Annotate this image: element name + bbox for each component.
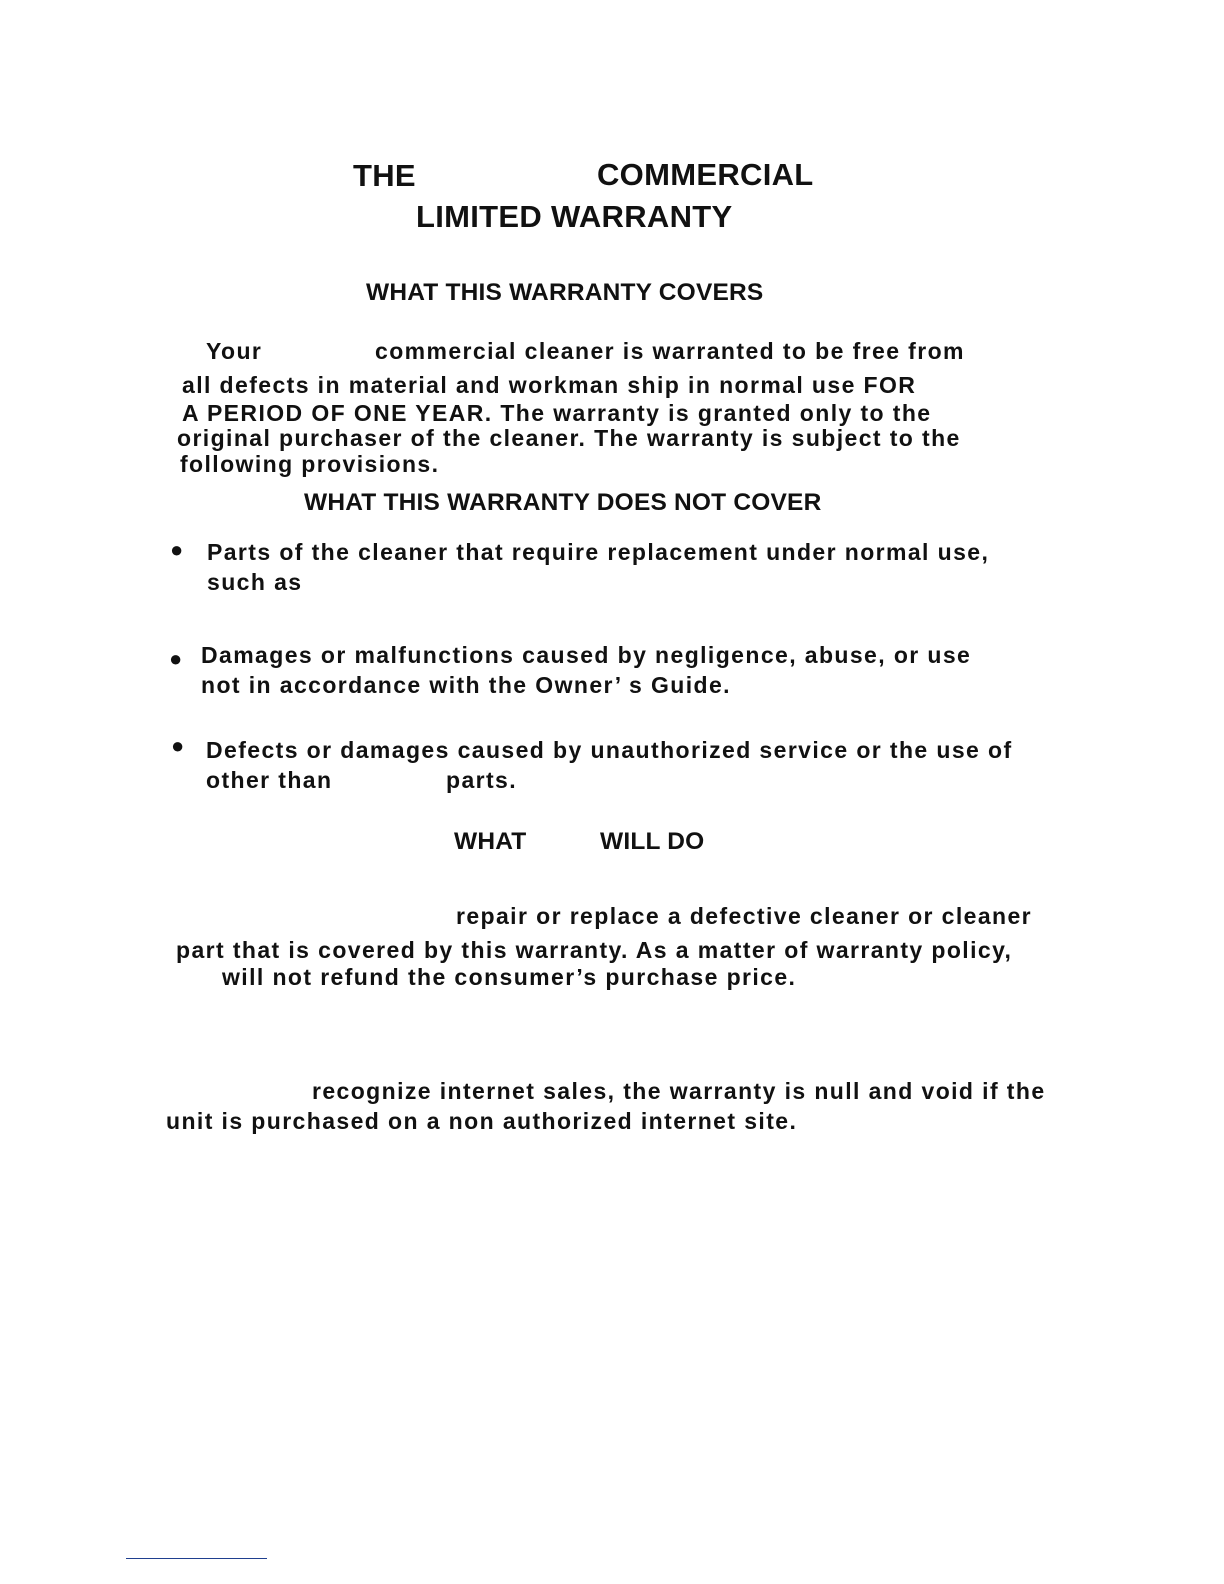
title-line2: LIMITED WARRANTY bbox=[416, 199, 733, 234]
will-do-heading-left: WHAT bbox=[454, 828, 527, 855]
will-do-heading-right: WILL DO bbox=[600, 828, 705, 855]
bullet-icon: ● bbox=[170, 537, 184, 562]
will-do-line: will not refund the consumer’s purchase price. bbox=[222, 964, 797, 990]
bullet-icon: ● bbox=[171, 733, 185, 758]
list-item-text: not in accordance with the Owner’ s Guide. bbox=[201, 672, 731, 698]
covers-line: original purchaser of the cleaner. The warranty is subject to the bbox=[177, 425, 961, 451]
list-item-text: Damages or malfunctions caused by negligence, abuse, or use bbox=[201, 642, 972, 668]
list-item-text: Defects or damages caused by unauthorized service or the use of bbox=[206, 737, 1013, 763]
will-do-line: repair or replace a defective cleaner or cleaner bbox=[456, 903, 1033, 929]
internet-line: recognize internet sales, the warranty is null and void if the bbox=[312, 1078, 1046, 1104]
covers-line: commercial cleaner is warranted to be free from bbox=[375, 338, 965, 364]
list-item-text: other than bbox=[206, 767, 333, 793]
list-item-text: Parts of the cleaner that require replacement under normal use, bbox=[207, 539, 990, 565]
covers-line: following provisions. bbox=[180, 451, 440, 477]
not-covered-heading: WHAT THIS WARRANTY DOES NOT COVER bbox=[304, 489, 822, 516]
covers-line: A PERIOD OF ONE YEAR. The warranty is granted only to the bbox=[182, 400, 932, 426]
bullet-icon: ● bbox=[169, 646, 183, 671]
covers-heading: WHAT THIS WARRANTY COVERS bbox=[366, 279, 764, 306]
covers-line: Your bbox=[206, 338, 263, 364]
internet-line: unit is purchased on a non authorized internet site. bbox=[166, 1108, 798, 1134]
title-line1-left: THE bbox=[353, 158, 416, 193]
covers-line: all defects in material and workman ship in normal use FOR bbox=[182, 372, 917, 398]
list-item-text: such as bbox=[207, 569, 303, 595]
list-item-text: parts. bbox=[446, 767, 518, 793]
title-line1-right: COMMERCIAL bbox=[597, 157, 814, 192]
will-do-line: part that is covered by this warranty. As a matter of warranty policy, bbox=[176, 937, 1013, 963]
footer-divider bbox=[126, 1558, 267, 1559]
